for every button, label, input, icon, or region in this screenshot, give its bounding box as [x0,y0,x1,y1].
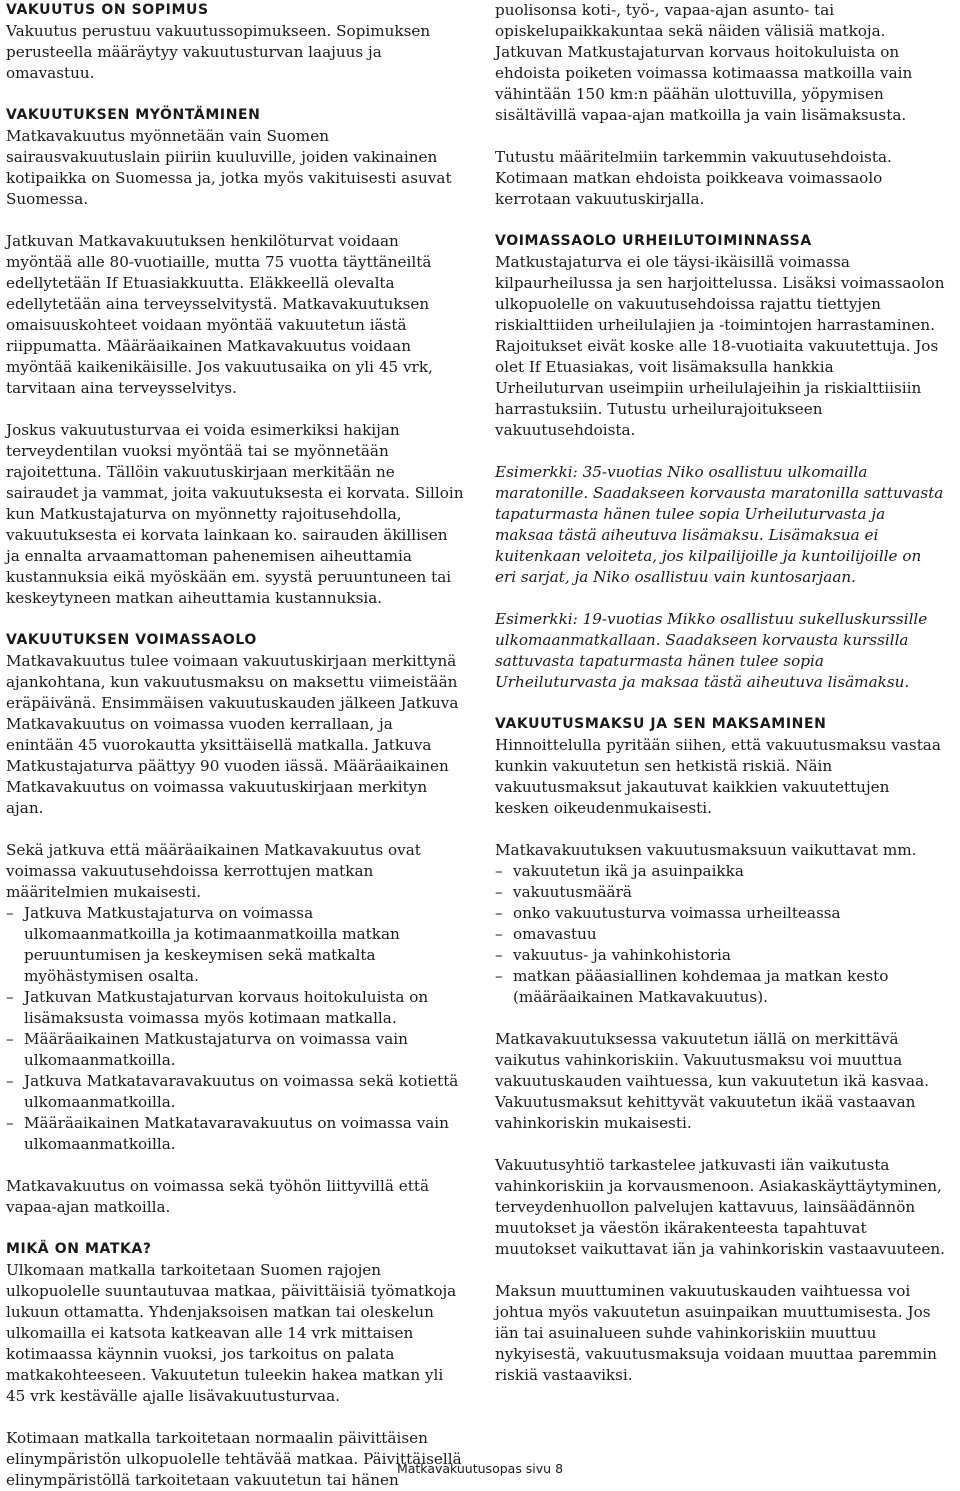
paragraph: Matkavakuutus tulee voimaan vakuutuskirjaan merkittynä ajankohtana, kun vakuutusmaksu on maksettu viimeistään eräpäivänä. Ensimmäisen vakuutuskauden jälkeen Jatkuva Matkavakuutus on voimassa vuoden kerrallaan, ja enintään 45 vuorokautta yksittäisellä matkalla. Jatkuva Matkustajaturva päättyy 90 vuoden iässä. Määräaikainen Matkavakuutus on voimassa vakuutuskirjaan merkityn ajan. [6,652,459,817]
paragraph: Ulkomaan matkalla tarkoitetaan Suomen rajojen ulkopuolelle suuntautuvaa matkaa, päivittäisiä työmatkoja lukuun ottamatta. Yhdenjaksoisen matkan tai oleskelun ulkomailla ei katsota katkeavan alle 14 vrk mittaisen kotimaassa käynnin vuoksi, jos tarkoitus on palata matkakohteeseen. Vakuutetun tuleekin hakea matkan yli 45 vrk kestävälle ajalle lisävakuutusturvaa. [6,1261,457,1405]
list-item: – matkan pääasiallinen kohdemaa ja matkan kesto (määräaikainen Matkavakuutus). [495,966,947,1008]
paragraph: Vakuutusyhtiö tarkastelee jatkuvasti iän vaikutusta vahinkoriskiin ja korvausmenoon. Asiakaskäyttäytyminen, terveydenhuollon palvelujen kattavuus, lainsäädännön muutokset ja väestön ikärakenteesta tapahtuvat muutokset vaikuttavat iän ja vahinkoriskin vastaavuuteen. [495,1156,945,1258]
list-item: – Määräaikainen Matkatavaravakuutus on voimassa vain ulkomaanmatkoilla. [6,1113,464,1155]
left-column [6,0,464,1491]
list-item: – onko vakuutusturva voimassa urheilteassa [495,903,947,924]
list-item: – vakuutetun ikä ja asuinpaikka [495,861,947,882]
paragraph: Matkavakuutus on voimassa sekä työhön liittyvillä että vapaa-ajan matkoilla. [6,1177,430,1216]
paragraph: Maksun muuttuminen vakuutuskauden vaihtuessa voi johtua myös vakuutetun asuinpaikan muuttumisesta. Jos iän tai asuinalueen suhde vahinkoriskiin muuttuu nykyisestä, vakuutusmaksuja voidaan muuttaa paremmin riskiä vastaaviksi. [495,1282,937,1384]
list-item: – Jatkuva Matkustajaturva on voimassa ulkomaanmatkoilla ja kotimaanmatkoilla matkan peruuntumisen ja keskeymisen sekä matkalta myöhästymisen osalta. [6,903,464,987]
example-paragraph: Esimerkki: 35-vuotias Niko osallistuu ulkomailla maratonille. Saadakseen korvausta maratonilla sattuvasta tapaturmasta hänen tulee sopia Urheiluturvasta ja maksaa tästä aiheutuva lisämaksu. Lisämaksua ei kuitenkaan veloiteta, jos kilpailijoille ja kuntoilijoille on eri sarjat, ja Niko osallistuu vain kuntosarjaan. [495,463,944,586]
premium-factors-list [495,861,947,1008]
validity-list [6,903,464,1155]
paragraph: Matkavakuutus myönnetään vain Suomen sairausvakuutuslain piiriin kuuluville, joiden vakinainen kotipaikka on Suomessa ja, jotka myös vakituisesti asuvat Suomessa. [6,127,452,208]
paragraph: Tutustu määritelmiin tarkemmin vakuutusehdoista. Kotimaan matkan ehdoista poikkeava voimassaolo kerrotaan vakuutuskirjalla. [495,148,892,208]
paragraph: puolisonsa koti-, työ-, vapaa-ajan asunto- tai opiskelupaikkakuntaa sekä näiden välisiä matkoja. Jatkuvan Matkustajaturvan korvaus hoitokuluista on ehdoista poiketen voimassa kotimaassa matkoilla vain vähintään 150 km:n päähän ulottuvilla, yöpymisen sisältävillä vapaa-ajan matkoilla ja vain lisämaksusta. [495,1,913,124]
list-item: – Jatkuvan Matkustajaturvan korvaus hoitokuluista on lisämaksusta voimassa myös kotimaan matkalla. [6,987,464,1029]
paragraph: Matkavakuutuksen vakuutusmaksuun vaikuttavat mm. [495,841,917,859]
paragraph: Hinnoittelulla pyritään siihen, että vakuutusmaksu vastaa kunkin vakuutetun sen hetkistä riskiä. Näin vakuutusmaksut jakautuvat kaikkien vakuutettujen kesken oikeudenmukaisesti. [495,736,941,817]
paragraph: Matkavakuutuksessa vakuutetun iällä on merkittävä vaikutus vahinkoriskiin. Vakuutusmaksu voi muuttua vakuutuskauden vaihtuessa, kun vakuutetun ikä kasvaa. Vakuutusmaksut kehittyvät vakuutetun ikää vastaavan vahinkoriskin mukaisesti. [495,1030,929,1132]
paragraph: Sekä jatkuva että määräaikainen Matkavakuutus ovat voimassa vakuutusehdoissa kerrottujen matkan määritelmien mukaisesti. [6,841,421,901]
list-item: – Jatkuva Matkatavaravakuutus on voimassa sekä kotiettä ulkomaanmatkoilla. [6,1071,464,1113]
heading-vakuutuksen-voimassaolo: VAKUUTUKSEN VOIMASSAOLO [6,632,257,648]
heading-vakuutus-on-sopimus: VAKUUTUS ON SOPIMUS [6,2,209,18]
heading-mika-on-matka: MIKÄ ON MATKA? [6,1241,152,1257]
paragraph: Matkustajaturva ei ole täysi-ikäisillä voimassa kilpaurheilussa ja sen harjoittelussa. Lisäksi voimassaolon ulkopuolelle on vakuutusehdoissa rajattu tiettyjen riskialttiiden urheilulajien ja -toimintojen harrastaminen. Rajoitukset eivät koske alle 18-vuotiaita vakuutettuja. Jos olet If Etuasiakas, voit lisämaksulla hankkia Urheiluturvan useimpiin urheilulajeihin ja riskialttiisiin harrastuksiin. Tutustu urheilurajoitukseen vakuutusehdoista. [495,253,945,439]
list-item: – vakuutus- ja vahinkohistoria [495,945,947,966]
paragraph: Joskus vakuutusturvaa ei voida esimerkiksi hakijan terveydentilan vuoksi myöntää tai se myönnetään rajoitettuna. Tällöin vakuutuskirjaan merkitään ne sairaudet ja vammat, joita vakuutuksesta ei korvata. Silloin kun Matkustajaturva on myönnetty rajoitusehdolla, vakuutuksesta ei korvata lainkaan ko. sairauden äkillisen ja ennalta arvaamattoman pahenemisen aiheuttamia kustannuksia eikä myöskään em. syystä peruuntuneen tai keskeytyneen matkan aiheuttamia kustannuksia. [6,421,464,607]
page-footer: Matkavakuutusopas sivu 8 [396,1461,564,1476]
list-item: – vakuutusmäärä [495,882,947,903]
paragraph: Jatkuvan Matkavakuutuksen henkilöturvat voidaan myöntää alle 80-vuotiaille, mutta 75 vuotta täyttäneiltä edellytetään If Etuasiakkuutta. Eläkkeellä olevalta edellytetään aina terveysselvitystä. Matkavakuutuksen omaisuuskohteet voidaan myöntää vakuutetun iästä riippumatta. Määräaikainen Matkavakuutus voidaan myöntää kaikenikäisille. Jos vakuutusaika on yli 45 vrk, tarvitaan aina terveysselvitys. [6,232,433,397]
paragraph: Vakuutus perustuu vakuutussopimukseen. Sopimuksen perusteella määräytyy vakuutusturvan laajuus ja omavastuu. [6,22,431,82]
right-column [495,0,947,1386]
heading-vakuutuksen-myontaminen: VAKUUTUKSEN MYÖNTÄMINEN [6,107,261,123]
list-item: – Määräaikainen Matkustajaturva on voimassa vain ulkomaanmatkoilla. [6,1029,464,1071]
list-item: – omavastuu [495,924,947,945]
paragraph: Kotimaan matkalla tarkoitetaan normaalin päivittäisen elinympäristön ulkopuolelle tehtävää matkaa. Päivittäisellä elinympäristöllä tarkoitetaan vakuutetun tai hänen [6,1429,462,1489]
heading-voimassaolo-urheilutoiminnassa: VOIMASSAOLO URHEILUTOIMINNASSA [495,233,812,249]
example-paragraph: Esimerkki: 19-vuotias Mikko osallistuu sukelluskurssille ulkomaanmatkallaan. Saadakseen korvausta kurssilla sattuvasta tapaturmasta hänen tulee sopia Urheiluturvasta ja maksaa tästä aiheutuva lisämaksu. [495,610,928,691]
heading-vakuutusmaksu: VAKUUTUSMAKSU JA SEN MAKSAMINEN [495,716,827,732]
